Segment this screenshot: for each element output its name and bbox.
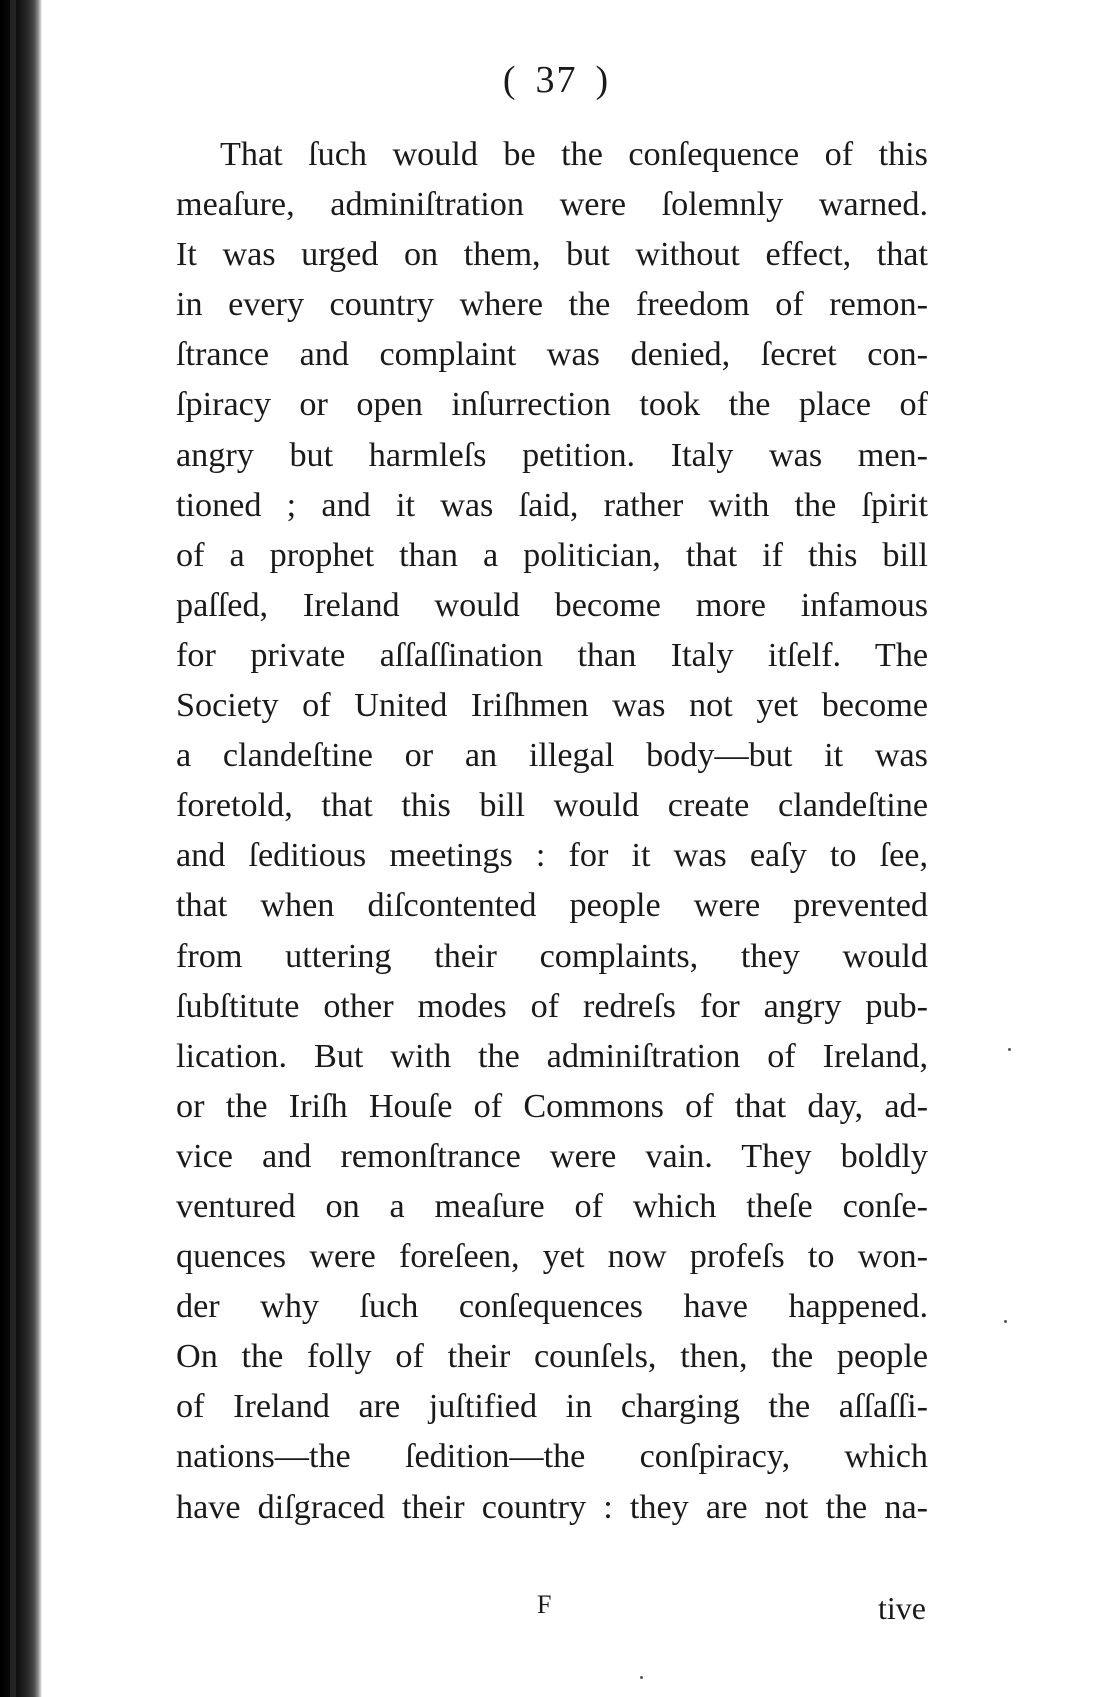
text-line: or the Iriſh Houſe of Commons of that day, ad- (176, 1087, 928, 1125)
paper-speck (640, 1676, 643, 1679)
text-line: vice and remonſtrance were vain. They boldly (176, 1137, 928, 1175)
text-line: ſpiracy or open inſurrection took the place of (176, 386, 928, 424)
text-line: for private aſſaſſination than Italy itſelf. The (176, 636, 928, 674)
text-line: der why ſuch conſequences have happened. (176, 1288, 928, 1326)
text-line: meaſure, adminiſtration were ſolemnly warned. (176, 186, 928, 224)
page-number-value: 37 (535, 59, 578, 101)
text-line: a clandeſtine or an illegal body—but it was (176, 737, 928, 775)
text-line: On the folly of their counſels, then, the people (176, 1338, 928, 1376)
book-spine-shadow (0, 0, 42, 1697)
text-line: paſſed, Ireland would become more infamous (176, 586, 928, 624)
signature-mark: F (537, 1590, 552, 1619)
body-text (176, 130, 928, 1533)
text-line: have diſgraced their country : they are not the na- (176, 1488, 928, 1526)
text-line: quences were foreſeen, yet now profeſs to won- (176, 1238, 928, 1276)
text-line: nations—the ſedition—the conſpiracy, which (176, 1438, 928, 1476)
page-number-open-paren: ( (502, 59, 518, 101)
text-line: of a prophet than a politician, that if this bill (176, 536, 928, 574)
text-line: lication. But with the adminiſtration of Ireland, (176, 1037, 928, 1075)
paper-speck (1008, 1048, 1011, 1051)
text-line: ventured on a meaſure of which theſe conſe- (176, 1187, 928, 1225)
catchword: tive (878, 1590, 926, 1626)
text-line: from uttering their complaints, they would (176, 937, 928, 975)
text-line: of Ireland are juſtified in charging the aſſaſſi- (176, 1388, 928, 1426)
page-number (0, 58, 1113, 102)
text-line: ſtrance and complaint was denied, ſecret con- (176, 336, 928, 374)
page-number-close-paren: ) (595, 59, 611, 101)
text-line: That ſuch would be the conſequence of this (220, 136, 928, 173)
text-line: angry but harmleſs petition. Italy was men- (176, 436, 928, 474)
text-line: ſubſtitute other modes of redreſs for angry pub- (176, 987, 928, 1025)
text-line: It was urged on them, but without effect, that (176, 236, 928, 274)
text-line: tioned ; and it was ſaid, rather with the ſpirit (176, 486, 928, 524)
paper-speck (1004, 1320, 1007, 1323)
text-line: foretold, that this bill would create clandeſtine (176, 787, 928, 825)
spine-edge (10, 0, 16, 1697)
text-line: in every country where the freedom of remon- (176, 286, 928, 324)
text-line: and ſeditious meetings : for it was eaſy to ſee, (176, 837, 928, 875)
text-line: that when diſcontented people were prevented (176, 887, 928, 925)
text-line: Society of United Iriſhmen was not yet become (176, 687, 928, 725)
